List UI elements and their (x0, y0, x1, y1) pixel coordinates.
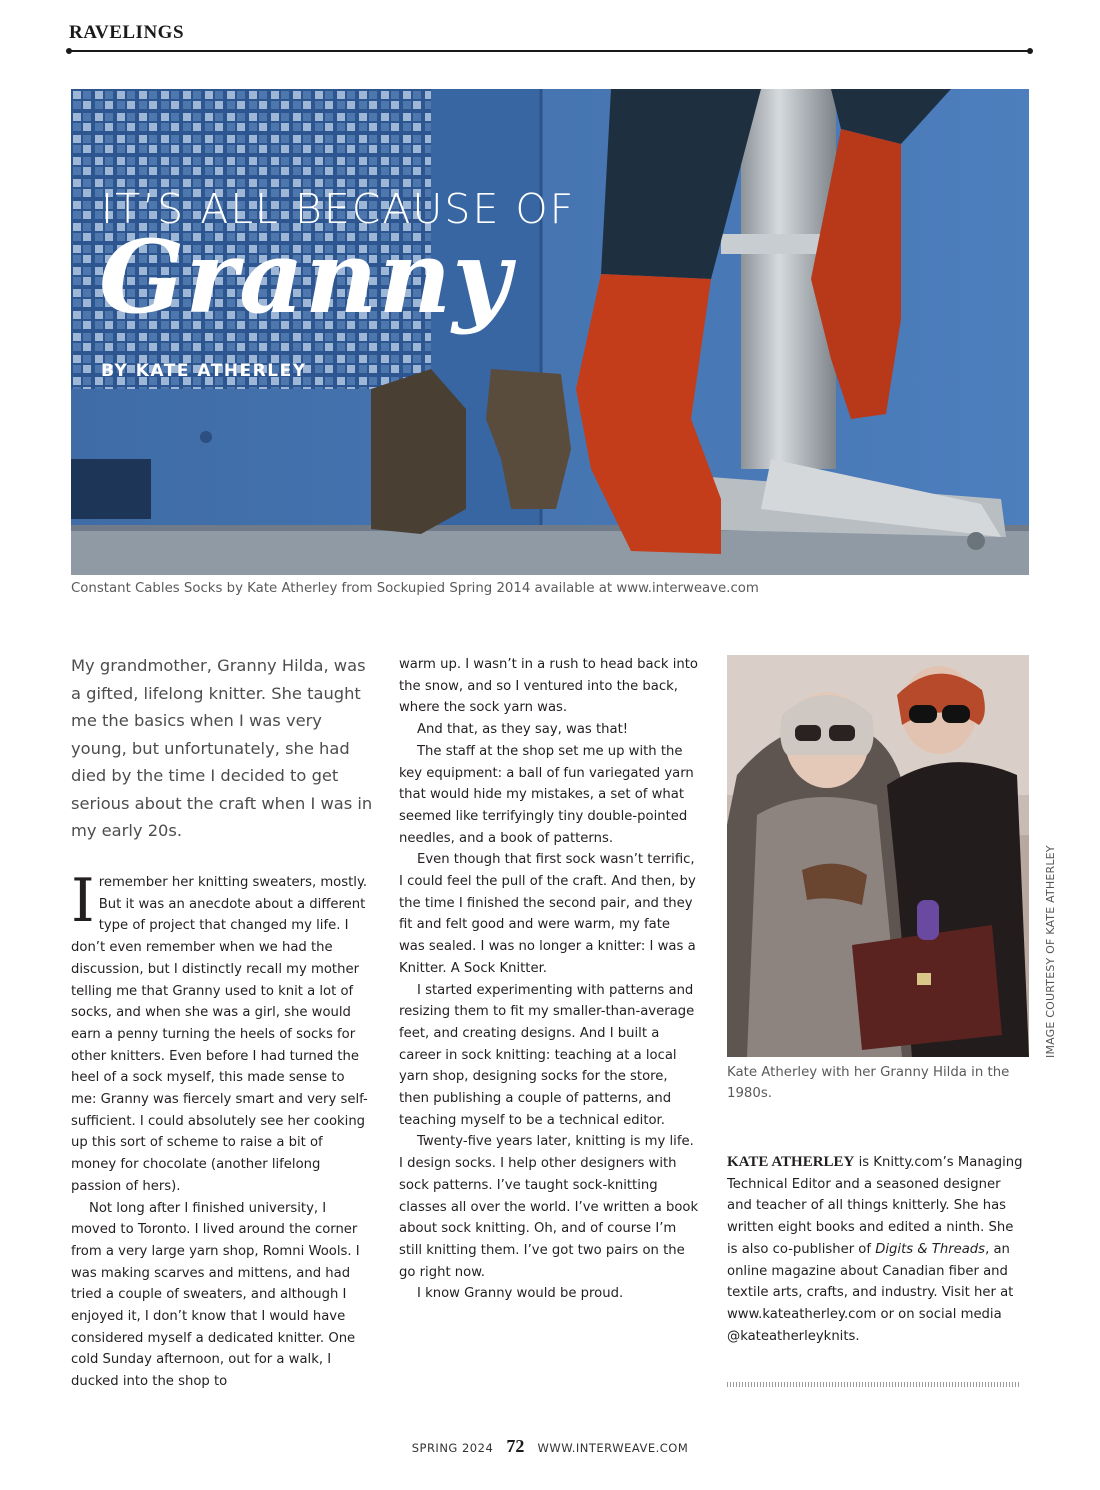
article-deck: My grandmother, Granny Hilda, was a gifted, lifelong knitter. She taught me the basics when I was very young, but unfortunately, she had died by the time I decided to get serious about the craft when I was in my early 20s. (71, 656, 373, 840)
bio-text: is Knitty.com’s Managing Technical Editor and a seasoned designer and teacher of all things knitterly. She has written eight books and edited a ninth. She is also co-publisher of (727, 1155, 1023, 1257)
paragraph: warm up. I wasn’t in a rush to head back into the snow, and so I ventured into the back, where the sock yarn was. (399, 657, 698, 716)
hero-photo (71, 89, 1029, 575)
hero-title: Granny (99, 218, 512, 336)
paragraph: The staff at the shop set me up with the key equipment: a ball of fun variegated yarn that would hide my mistakes, a set of what seemed like terrifyingly tiny double-pointed needles, and a book of patterns. (399, 743, 694, 846)
paragraph: And that, as they say, was that! (417, 722, 629, 738)
paragraph: I know Granny would be proud. (417, 1286, 624, 1302)
page-number: 72 (506, 1436, 525, 1456)
bio-name: KATE ATHERLEY (727, 1154, 855, 1170)
footer-site: WWW.INTERWEAVE.COM (537, 1441, 689, 1455)
inset-photo (727, 655, 1029, 1057)
drop-cap: I (71, 866, 95, 936)
hero-caption: Constant Cables Socks by Kate Atherley from Sockupied Spring 2014 available at www.interweave.com (71, 581, 759, 596)
section-label: RAVELINGS (69, 22, 185, 43)
hero-byline: BY KATE ATHERLEY (101, 361, 307, 381)
inset-caption: Kate Atherley with her Granny Hilda in the 1980s. (727, 1065, 1010, 1101)
article-column-1 (71, 866, 371, 1393)
hero-kicker: IT’S ALL BECAUSE OF (101, 185, 576, 233)
paragraph-text: remember her knitting sweaters, mostly. But it was an anecdote about a different type of project that changed my life. I don’t even remember when we had the discussion, but I distinctly recall my mother telling me that Granny used to knit a lot of socks, and when she was a girl, she would earn a penny turning the heels of socks for other knitters. Even before I had turned the heel of a sock myself, this made sense to me: Granny was fiercely smart and very self-sufficient. I could absolutely see her cooking up this sort of scheme to raise a bit of money for chocolate (another lifelong passion of hers). (71, 875, 368, 1194)
paragraph: Not long after I finished university, I moved to Toronto. I lived around the corner from a very large yarn shop, Romni Wools. I was making scarves and mittens, and had tried a couple of sweaters, and although I enjoyed it, I don’t know that I would have considered myself a dedicated knitter. One cold Sunday afternoon, out for a walk, I ducked into the shop to (71, 1200, 360, 1390)
inset-photo-illustration (727, 655, 1029, 1057)
article-column-2 (399, 654, 699, 1305)
page-footer (0, 1436, 1100, 1457)
bio-end-rule (727, 1382, 1020, 1387)
paragraph (71, 866, 371, 1198)
paragraph: I started experimenting with patterns and resizing them to fit my smaller-than-average feet, and creating designs. And I built a career in sock knitting: teaching at a local yarn shop, designing socks for the store, then publishing a couple of patterns, and teaching myself to be a technical editor. (399, 982, 695, 1128)
paragraph: Even though that first sock wasn’t terrific, I could feel the pull of the craft. And then, by the time I finished the second pair, and they fit and felt good and were warm, my fate was sealed. I was no longer a knitter: I was a Knitter. A Sock Knitter. (399, 852, 696, 976)
bio-publication: Digits & Threads (875, 1241, 986, 1257)
paragraph: Twenty-five years later, knitting is my life. I design socks. I help other designers with sock patterns. I’ve taught sock-knitting classes all over the world. I’ve written a book about sock knitting. Oh, and of course I’m still knitting them. I’ve got two pairs on the go right now. (399, 1134, 699, 1280)
footer-issue: SPRING 2024 (411, 1441, 494, 1455)
header-rule (69, 50, 1030, 52)
author-bio (727, 1152, 1027, 1347)
bio-text: , an online magazine about Canadian fiber and textile arts, crafts, and industry. Visit her at www.kateatherley.com or on social media @kateatherleyknits. (727, 1241, 1014, 1344)
photo-credit: IMAGE COURTESY OF KATE ATHERLEY (1044, 845, 1057, 1058)
